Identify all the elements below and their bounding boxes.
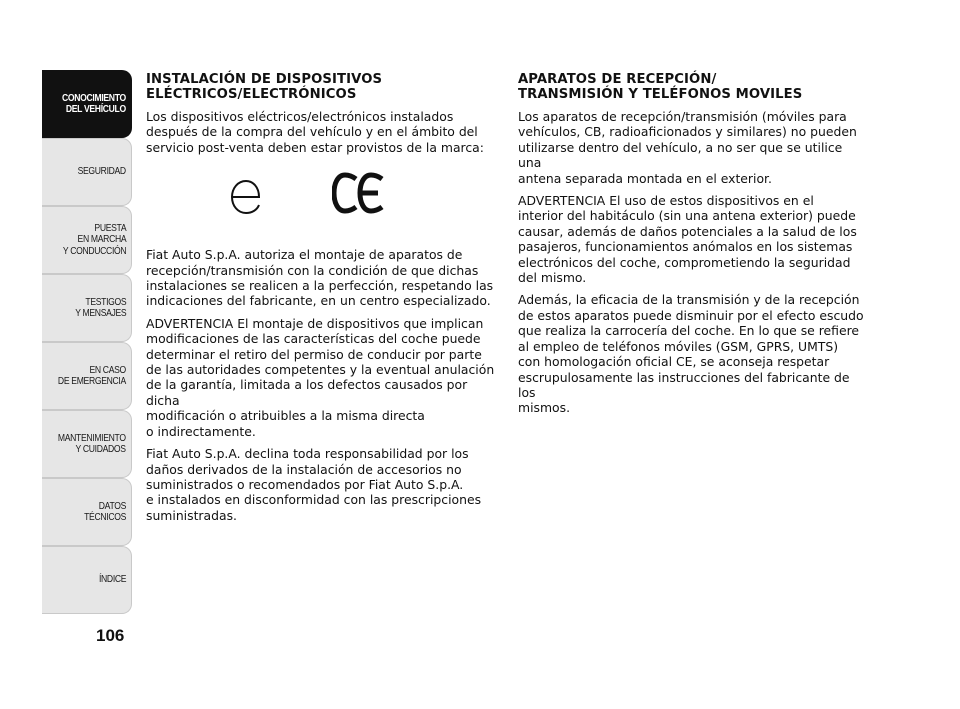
tab-label: CONOCIMIENTO DEL VEHÍCULO: [62, 91, 126, 115]
tab-label: EN CASO DE EMERGENCIA: [58, 363, 126, 387]
tab-seguridad[interactable]: [42, 138, 132, 206]
tab-conocimiento-del-vehiculo[interactable]: [42, 70, 132, 138]
tab-label: PUESTA EN MARCHA Y CONDUCCIÓN: [62, 221, 126, 257]
section-radio-devices: [518, 72, 868, 423]
warning-paragraph: ADVERTENCIA El montaje de dispositivos que implican modificaciones de las características del coche puede determinar el retiro del permiso de conducir por parte de las autoridades competentes y la eventual anulación de la garantía, limitada a los defectos causados por dicha modificación o atribuibles a la misma directa o indirectamente.: [146, 315, 495, 439]
tab-label: TESTIGOS Y MENSAJES: [74, 295, 126, 319]
tab-en-caso-de-emergencia[interactable]: [42, 342, 132, 410]
paragraph: Fiat Auto S.p.A. declina toda responsabilidad por los daños derivados de la instalación de accesorios no suministrados o recomendados por Fiat Auto S.p.A. e instalados en disconformidad con las prescripciones suministradas.: [146, 446, 482, 523]
paragraph: Los aparatos de recepción/transmisión (móviles para vehículos, CB, radioaficionados y similares) no pueden utilizarse dentro del vehículo, a no ser que se utilice una antena separada montada en el exterior.: [518, 109, 857, 186]
chapter-tabs: [42, 70, 133, 614]
tab-puesta-en-marcha[interactable]: [42, 206, 132, 274]
section-heading: INSTALACIÓN DE DISPOSITIVOS ELÉCTRICOS/ELECTRÓNICOS: [146, 72, 383, 102]
tab-datos-tecnicos[interactable]: [42, 478, 132, 546]
tab-indice[interactable]: [42, 546, 132, 614]
paragraph: Además, la eficacia de la transmisión y de la recepción de estos aparatos puede disminuir por el efecto escudo que realiza la carrocería del coche. En lo que se refiere al empleo de teléfonos móviles (GSM, GPRS, UMTS) con homologación oficial CE, se aconseja respetar escrupulosamente las instrucciones del fabricante de los mismos.: [518, 292, 864, 416]
ce-mark-icon: [332, 169, 386, 217]
paragraph: Los dispositivos eléctricos/electrónicos instalados después de la compra del vehículo y en el ámbito del servicio post-venta deben estar provistos de la marca:: [146, 109, 484, 155]
page-number: 106: [96, 626, 125, 645]
tab-mantenimiento-y-cuidados[interactable]: [42, 410, 132, 478]
tab-label: DATOS TÉCNICOS: [84, 499, 126, 523]
paragraph: Fiat Auto S.p.A. autoriza el montaje de aparatos de recepción/transmisión con la condición de que dichas instalaciones se realicen a la perfección, respetando las indicaciones del fabricante, en un centro especializado.: [146, 247, 494, 309]
tab-label: MANTENIMIENTO Y CUIDADOS: [58, 431, 126, 455]
tab-label: SEGURIDAD: [77, 165, 126, 178]
section-heading: APARATOS DE RECEPCIÓN/ TRANSMISIÓN Y TELÉFONOS MOVILES: [518, 72, 803, 102]
warning-paragraph: ADVERTENCIA El uso de estos dispositivos en el interior del habitáculo (sin una antena exterior) puede causar, además de daños potenciales a la salud de los pasajeros, funcionamientos anómalos en los sistemas electrónicos del coche, comprometiendo la seguridad del mismo.: [518, 193, 857, 286]
certification-marks: [146, 165, 496, 235]
tab-testigos-y-mensajes[interactable]: [42, 274, 132, 342]
tab-label: ÍNDICE: [98, 573, 126, 586]
e-mark-icon: [226, 173, 266, 219]
section-installation: [146, 72, 496, 530]
